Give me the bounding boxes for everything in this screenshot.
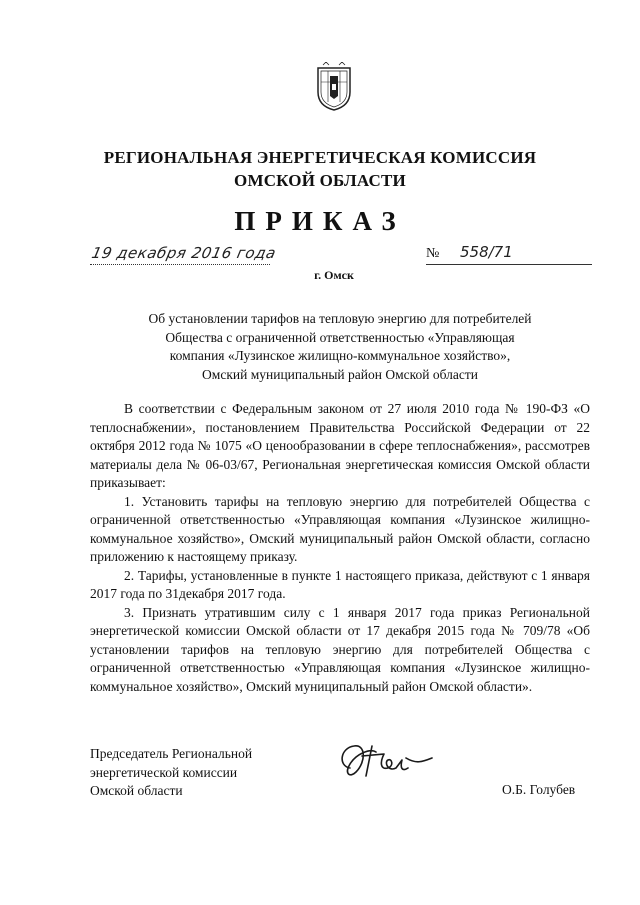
- number-underline: [426, 264, 592, 265]
- position-line: Омской области: [90, 783, 183, 798]
- subject-line: компания «Лузинское жилищно-коммунальное хозяйство»,: [169, 348, 511, 363]
- subject-line: Об установлении тарифов на тепловую энергию для потребителей: [148, 311, 532, 326]
- signatory-name: О.Б. Голубев: [502, 782, 576, 797]
- handwritten-signature-icon: [336, 738, 436, 786]
- position-line: энергетической комиссии: [90, 764, 238, 780]
- clause-2-paragraph: 2. Тарифы, установленные в пункте 1 настоящего приказа, действуют с 1 января 2017 года по 31декабря 2017 года.: [90, 567, 590, 601]
- subject-line: Омский муниципальный район Омской области: [202, 366, 478, 382]
- date-underline: [90, 264, 270, 265]
- position-line: Председатель Региональной: [90, 746, 253, 761]
- clause-1-paragraph: 1. Установить тарифы на тепловую энергию для потребителей Общества с ограниченной ответственностью «Управляющая компания «Лузинское жилищно-коммунальное хозяйство», Омский муниципальный район Омской области, согласно приложению к настоящему приказу.: [90, 493, 590, 564]
- order-body: [90, 400, 590, 696]
- subject-line: Общества с ограниченной ответственностью «Управляющая: [165, 329, 515, 345]
- organization-name-line1: РЕГИОНАЛЬНАЯ ЭНЕРГЕТИЧЕСКАЯ КОМИССИЯ: [103, 148, 537, 167]
- organization-name-line2: ОМСКОЙ ОБЛАСТИ: [234, 171, 406, 190]
- clause-3-paragraph: 3. Признать утратившим силу с 1 января 2017 года приказ Региональной энергетической комиссии Омской области от 17 декабря 2015 года № 709/78 «Об установлении тарифов на тепловую энергию для потребителей Общества с ограниченной ответственностью «Управляющая компания «Лузинское жилищно-коммунальное хозяйство», Омский муниципальный район Омской области».: [90, 604, 590, 694]
- preamble-paragraph: В соответствии с Федеральным законом от 27 июля 2010 года № 190-ФЗ «О теплоснабжении», постановлением Правительства Российской Федерации от 22 октября 2012 года № 1075 «О ценообразовании в сфере теплоснабжения», рассмотрев материалы дела № 06-03/67, Региональная энергетическая комиссия Омской области приказывает:: [90, 401, 590, 490]
- handwritten-date: 19 декабря 2016 года: [90, 244, 278, 262]
- signatory-position: [90, 745, 252, 801]
- number-label: №: [426, 246, 440, 261]
- coat-of-arms-icon: [312, 62, 356, 112]
- city-label: г. Омск: [314, 268, 354, 282]
- order-subject: [90, 310, 590, 384]
- handwritten-order-number: 558/71: [460, 243, 513, 261]
- document-title: ПРИКАЗ: [234, 206, 406, 236]
